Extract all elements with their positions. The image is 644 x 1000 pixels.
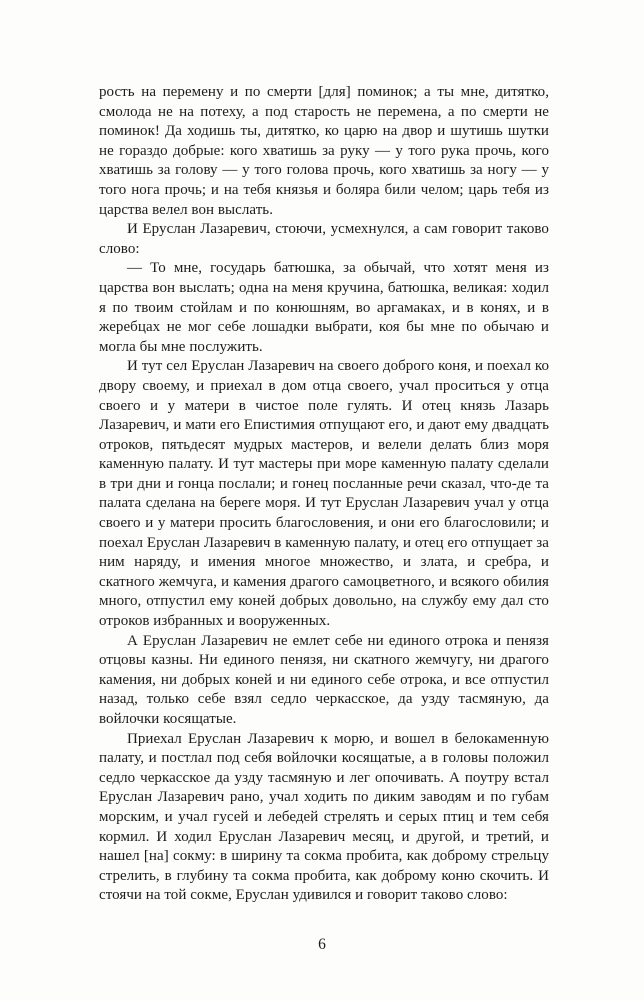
paragraph-continuation: рость на перемену и по смерти [для] поминок; а ты мне, дитятко, смолода не на потеху, а под старость не перемена, а по смерти не поминок! Да ходишь ты, дитятко, ко царю на двор и шутишь шутки не гораздо добрые: кого хватишь за руку — у того рука прочь, кого хватишь за голову — у того голова прочь, кого хватишь за ногу — у того нога прочь; и на тебя князья и боляра били челом; царь тебя из царства велел вон выслать.: [99, 84, 549, 218]
paragraph-dialogue: — То мне, государь батюшка, за обычай, что хотят меня из царства вон выслать; одна на меня кручина, батюшка, великая: ходил я по твоим стойлам и по конюшням, во аргамаках, и в конях, и в жеребцах не мог себе лошадки выбрати, коя бы мне по обычаю и могла бы мне послужить.: [99, 260, 549, 355]
text-block: [99, 83, 549, 906]
paragraph: И Еруслан Лазаревич, стоючи, усмехнулся, а сам говорит таково слово:: [99, 221, 549, 257]
page-number: 6: [318, 936, 326, 953]
paragraph: А Еруслан Лазаревич не емлет себе ни единого отрока и пенязя отцовы казны. Ни единого пенязя, ни скатного жемчугу, ни драгого камения, ни добрых коней и ни единого себе отрока, и все отпустил назад, только себе взял седло черкасское, да узду тасмяную, да войлочки косящатые.: [99, 632, 549, 727]
paragraph: И тут сел Еруслан Лазаревич на своего доброго коня, и поехал ко двору своему, и приехал в дом отца своего, учал проситься у отца своего и у матери в чистое поле гулять. И отец князь Лазарь Лазаревич, и мати его Епистимия отпущают его, и дают ему двадцать отроков, пятьдесят мудрых мастеров, и велели делать близ моря каменную палату. И тут мастеры при море каменную палату сделали в три дни и гонца послали; и гонец посланные речи сказал, что-де та палата сделана на береге моря. И тут Еруслан Лазаревич учал у отца своего и у матери просить благословения, и они его благословили; и поехал Еруслан Лазаревич в каменную палату, и отец его отпущает за ним наряду, и имения многое множество, и злата, и сребра, и скатного жемчуга, и камения драгого самоцветного, и всякого обилия много, отпустил ему коней добрых довольно, на службу ему дал сто отроков избранных и вооруженных.: [99, 358, 549, 630]
paragraph: Приехал Еруслан Лазаревич к морю, и вошел в белокаменную палату, и постлал под себя войлочки косящатые, а в головы положил седло черкасское да узду тасмяную и лег опочивать. А поутру встал Еруслан Лазаревич рано, учал ходить по диким заводям и по губам морским, и учал гусей и лебедей стрелять и серых птиц и тем себя кормил. И ходил Еруслан Лазаревич месяц, и другой, и третий, и нашел [на] сокму: в ширину та сокма пробита, как доброму стрельцу стрелить, в глубину та сокма пробита, как доброму коню скочить. И стоячи на той сокме, Еруслан удивился и говорит таково слово:: [99, 730, 549, 904]
